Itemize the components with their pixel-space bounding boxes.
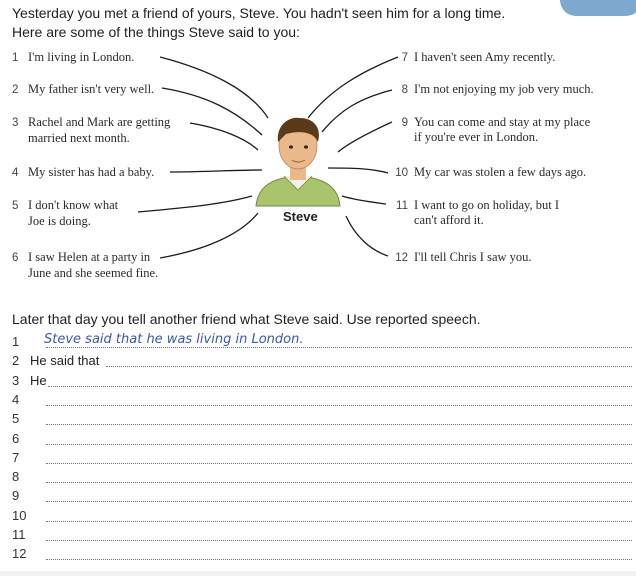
answer-line[interactable]: [46, 559, 632, 560]
quote-5: 5 I don't know what Joe is doing.: [12, 198, 119, 228]
answer-number: 5: [12, 411, 20, 427]
answer-number: 10: [12, 507, 27, 523]
connector-1: [160, 57, 268, 118]
answer-number: 12: [12, 546, 27, 562]
answer-row-4: [12, 391, 632, 409]
answer-row-9: [12, 487, 632, 505]
quote-4: 4 My sister has had a baby.: [12, 165, 155, 179]
intro-line-1: Yesterday you met a friend of yours, Steve. You hadn't seen him for a long time.: [12, 5, 506, 21]
steve-label: Steve: [283, 209, 318, 224]
answer-row-6: [12, 430, 632, 448]
answer-line[interactable]: [46, 501, 632, 502]
answer-number: 4: [12, 391, 20, 407]
connector-12: [346, 216, 388, 256]
instruction: Later that day you tell another friend what Steve said. Use reported speech.: [12, 311, 481, 327]
quote-2: 2 My father isn't very well.: [12, 82, 155, 96]
answer-prefix: He: [30, 372, 47, 388]
quote-9: 9 You can come and stay at my place if you're ever in London.: [401, 115, 591, 144]
handwritten-answer: Steve said that he was living in London.: [44, 332, 304, 347]
answer-number: 11: [12, 527, 26, 542]
answer-number: 1: [12, 334, 20, 349]
answer-line[interactable]: [46, 540, 632, 541]
quote-10: 10 My car was stolen a few days ago.: [395, 165, 587, 179]
connector-10: [328, 168, 388, 173]
answer-line[interactable]: [46, 463, 632, 464]
quote-3: 3 Rachel and Mark are getting married next month.: [12, 115, 171, 145]
answer-number: 6: [12, 430, 20, 446]
quote-7: 7 I haven't seen Amy recently.: [401, 50, 556, 64]
quote-1: 1 I'm living in London.: [12, 50, 135, 64]
answer-line[interactable]: [46, 482, 632, 483]
answer-line[interactable]: [48, 386, 632, 387]
quote-12: 12 I'll tell Chris I saw you.: [395, 250, 532, 264]
answer-row-5: [12, 410, 632, 428]
answer-number: 9: [12, 488, 20, 504]
quote-11: 11 I want to go on holiday, but I can't afford it.: [396, 198, 560, 227]
connector-3: [190, 123, 258, 150]
quote-6: 6 I saw Helen at a party in June and she seemed fine.: [12, 250, 159, 280]
answer-row-3: [12, 372, 632, 390]
answer-row-12: [12, 545, 632, 563]
answer-row-1: [12, 333, 632, 351]
intro-line-2: Here are some of the things Steve said to you:: [12, 24, 300, 40]
answer-row-10: [12, 507, 632, 525]
connector-5: [138, 196, 252, 212]
answer-line[interactable]: [46, 521, 632, 522]
quote-8: 8 I'm not enjoying my job very much.: [401, 82, 594, 96]
answer-number: 7: [12, 449, 20, 465]
answer-row-2: [12, 352, 632, 370]
answer-line[interactable]: [46, 405, 632, 406]
connector-7: [308, 57, 398, 118]
connector-11: [342, 196, 386, 204]
answer-row-7: [12, 449, 632, 467]
answer-row-11: [12, 526, 632, 544]
answer-row-8: [12, 468, 632, 486]
bottom-edge: [0, 571, 636, 576]
answer-number: 2: [12, 353, 20, 369]
connector-4: [170, 170, 262, 172]
steve-illustration: [256, 118, 340, 206]
answer-number: 3: [12, 372, 20, 388]
answer-number: 8: [12, 469, 20, 485]
answer-line[interactable]: [106, 366, 632, 367]
answer-line[interactable]: [46, 444, 632, 445]
connector-8: [322, 90, 392, 132]
connector-9: [338, 122, 392, 152]
answer-line[interactable]: [46, 424, 632, 425]
connector-6: [160, 213, 258, 258]
answer-prefix: He said that: [30, 353, 100, 369]
